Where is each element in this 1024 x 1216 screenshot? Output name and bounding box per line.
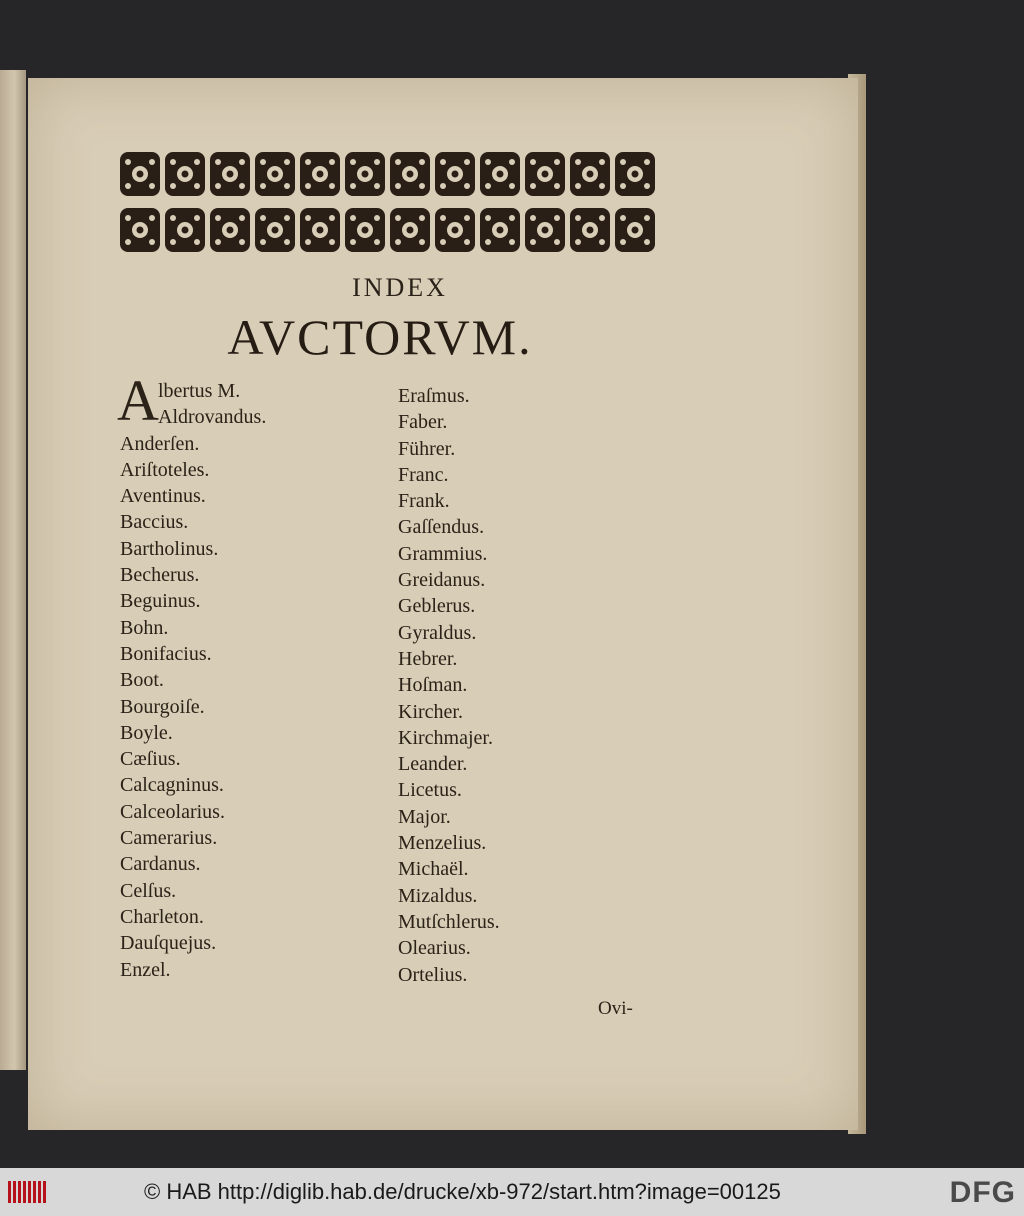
previous-page-edge — [0, 70, 26, 1070]
author-entry: Licetus. — [398, 779, 462, 802]
author-entry: Aventinus. — [120, 485, 206, 508]
author-entry: Ortelius. — [398, 963, 468, 986]
author-entry: Enzel. — [120, 958, 171, 981]
author-entry: Cardanus. — [120, 853, 201, 876]
author-entry: Menzelius. — [398, 832, 487, 855]
ornament-flower — [345, 152, 385, 196]
author-entry: Kirchmajer. — [398, 726, 493, 749]
author-list-left — [120, 378, 266, 983]
author-entry: Calceolarius. — [120, 800, 225, 823]
dfg-logo: DFG — [949, 1176, 1016, 1209]
ornament-flower — [255, 208, 295, 252]
author-entry: Charleton. — [120, 905, 204, 928]
index-title: AVCTORVM. — [227, 309, 533, 365]
index-heading: INDEX — [352, 273, 448, 302]
author-entry: Kircher. — [398, 700, 463, 723]
author-entry: Bohn. — [120, 616, 169, 639]
author-entry: Anderſen. — [120, 432, 200, 455]
ornament-flower — [255, 152, 295, 196]
author-entry: Franc. — [398, 463, 449, 486]
ornament-flower — [570, 208, 610, 252]
author-entry: Führer. — [398, 437, 456, 460]
author-entry: Eraſmus. — [398, 385, 470, 407]
ornament-flower — [615, 152, 655, 196]
ornament-flower — [615, 208, 655, 252]
author-entry: Geblerus. — [398, 595, 476, 618]
author-entry: Hebrer. — [398, 647, 458, 670]
author-entry: Aldrovandus. — [158, 406, 267, 429]
author-entry: Michaël. — [398, 858, 469, 881]
author-entry: Faber. — [398, 411, 448, 434]
ornament-flower — [165, 152, 205, 196]
ornament-flower — [165, 208, 205, 252]
author-entry: Mutſchlerus. — [398, 910, 500, 933]
author-entry: Boot. — [120, 669, 164, 692]
author-entry: Becherus. — [120, 564, 200, 587]
ornament-flower — [525, 208, 565, 252]
author-entry: Greidanus. — [398, 569, 486, 592]
author-entry: Camerarius. — [120, 827, 218, 850]
ornament-flower — [390, 152, 430, 196]
ornament-flower — [390, 208, 430, 252]
ornament-flower — [120, 152, 160, 196]
author-entry: Hoſman. — [398, 674, 468, 697]
author-entry: Boyle. — [120, 721, 173, 744]
ornament-flower — [435, 152, 475, 196]
author-entry: Beguinus. — [120, 590, 201, 613]
ornament-flower — [570, 152, 610, 196]
footer-copyright-link[interactable]: © HAB http://diglib.hab.de/drucke/xb-972/start.htm?image=00125 — [144, 1179, 781, 1204]
author-list-right — [398, 383, 500, 988]
woodcut-ornament-band — [118, 150, 658, 260]
ornament-flower — [210, 152, 250, 196]
ornament-flower — [480, 208, 520, 252]
author-entry: Dauſquejus. — [120, 932, 217, 955]
author-entry: Bonifacius. — [120, 642, 212, 665]
ornament-flower — [210, 208, 250, 252]
ornament-flower — [300, 208, 340, 252]
author-entry: Grammius. — [398, 542, 488, 565]
author-entry: Leander. — [398, 753, 468, 776]
ornament-flower — [480, 152, 520, 196]
ornament-flower — [300, 152, 340, 196]
author-entry: Bourgoiſe. — [120, 695, 205, 718]
ornament-flower — [120, 208, 160, 252]
author-entry: Cæſius. — [120, 748, 181, 771]
author-entry: Gaſſendus. — [398, 516, 485, 539]
hab-logo-icon — [8, 1177, 48, 1207]
ornament-flower — [435, 208, 475, 252]
author-entry: Ariſtoteles. — [120, 458, 210, 481]
catchword: Ovi- — [598, 998, 633, 1019]
author-entry: Frank. — [398, 490, 450, 513]
ornament-flower — [345, 208, 385, 252]
author-entry: Olearius. — [398, 937, 471, 960]
author-entry: Baccius. — [120, 511, 189, 534]
author-entry: Major. — [398, 805, 451, 828]
author-entry: Calcagninus. — [120, 774, 224, 797]
author-entry: Bartholinus. — [120, 537, 219, 560]
author-entry: lbertus M. — [158, 380, 241, 402]
ornament-flower — [525, 152, 565, 196]
footer-bar — [0, 1168, 1024, 1216]
author-entry: Gyraldus. — [398, 621, 477, 644]
drop-capital: A — [117, 368, 159, 433]
author-entry: Celſus. — [120, 879, 177, 902]
author-entry: Mizaldus. — [398, 884, 478, 907]
